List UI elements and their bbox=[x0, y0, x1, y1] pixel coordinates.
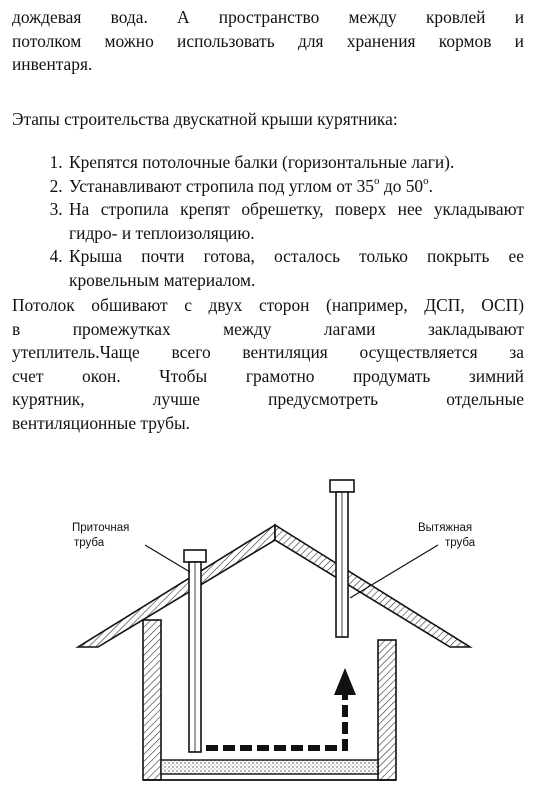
exhaust-label-line-2: труба bbox=[445, 537, 476, 549]
roof-right-slope bbox=[275, 525, 470, 647]
coop-section-drawing bbox=[60, 470, 490, 790]
intro-line-3: инвентаря. bbox=[12, 54, 93, 74]
intake-pipe-cap bbox=[184, 550, 206, 562]
degree-mark-1: o bbox=[374, 174, 380, 187]
step-item-4 bbox=[67, 245, 524, 292]
floor-bedding bbox=[161, 760, 378, 774]
step-3-text: На стропила крепят обрешетку, поверх нее укладывают гидро- и теплоизоляцию. bbox=[69, 199, 524, 243]
step-item-3 bbox=[67, 198, 524, 245]
para2-line-5: курятник, лучше предусмотреть отдельные bbox=[12, 389, 524, 409]
para2-line-4: счет окон. Чтобы грамотно продумать зимний bbox=[12, 365, 524, 386]
exhaust-pipe-cap bbox=[330, 480, 354, 492]
step-1-text: Крепятся потолочные балки (горизонтальные лаги). bbox=[69, 152, 455, 172]
intro-line-1: дождевая вода. А пространство между кровлей и bbox=[12, 7, 524, 27]
intro-paragraph bbox=[12, 6, 524, 77]
para2-line-2: в промежутках между лагами закладывают bbox=[12, 318, 524, 339]
left-wall bbox=[143, 620, 161, 780]
steps-list bbox=[12, 151, 524, 292]
step-4-text: Крыша почти готова, осталось только покрыть ее кровельным материалом. bbox=[69, 246, 524, 290]
exhaust-label-line-1: Вытяжная bbox=[418, 522, 473, 534]
right-wall bbox=[378, 640, 396, 780]
para2-line-1: Потолок обшивают с двух сторон (например, ДСП, ОСП) bbox=[12, 295, 524, 315]
steps-heading: Этапы строительства двускатной крыши курятника: bbox=[12, 109, 398, 129]
intro-line-2: потолком можно использовать для хранения кормов и bbox=[12, 30, 524, 51]
step-item-2 bbox=[67, 175, 524, 199]
airflow-path bbox=[206, 692, 345, 748]
para2-line-3: утеплитель.Чаще всего вентиляция осуществляется за bbox=[12, 342, 524, 362]
intake-label-line-1: Приточная bbox=[72, 522, 130, 534]
airflow-arrow-icon bbox=[334, 668, 356, 695]
ventilation-paragraph bbox=[12, 294, 524, 435]
step-2-text-before: Устанавливают стропила под углом от 35 bbox=[69, 175, 374, 196]
para2-line-6: вентиляционные трубы. bbox=[12, 412, 191, 433]
roof-left-slope bbox=[78, 525, 275, 647]
degree-mark-2: o bbox=[423, 174, 429, 187]
step-item-1 bbox=[67, 151, 524, 175]
ventilation-diagram bbox=[60, 470, 490, 790]
intake-label-line-2: труба bbox=[74, 537, 105, 549]
step-2-text-middle: до 50 bbox=[379, 175, 424, 196]
step-2-text-end: . bbox=[428, 175, 433, 196]
